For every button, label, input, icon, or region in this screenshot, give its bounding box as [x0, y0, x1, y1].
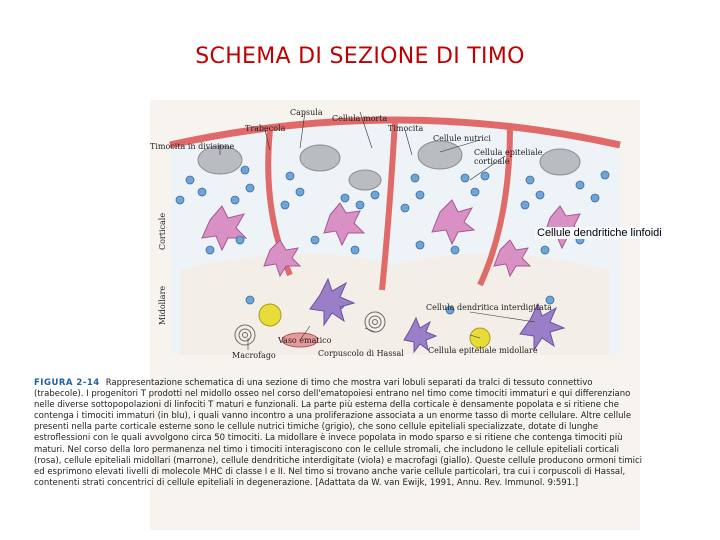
- slide-title: SCHEMA DI SEZIONE DI TIMO: [195, 44, 525, 69]
- label-cellula-dendritica: Cellula dendritica interdigitata: [426, 303, 552, 312]
- label-corticale: Corticale: [158, 212, 167, 250]
- caption-text: Rappresentazione schematica di una sezione di timo che mostra vari lobuli separati da tralci di tessuto connettivo (trabecole). I progenitori T prodotti nel midollo osseo nel corso dell'ematopoiesi entrano nel timo come timociti immaturi e qui differenziano nelle diverse sottopopolazioni di linfociti T maturi e funzionali. La parte più esterna della corticale è densamente popolata e si ritiene che contenga i timociti immaturi (in blu), i quali vanno incontro a una proliferazione associata a un enorme tasso di morte cellulare. Altre cellule presenti nella parte corticale esterne sono le cellule nutrici timiche (grigio), che sono cellule epiteliali specializzate, dotate di lunghe estroflessioni con le quali avvolgono circa 50 timociti. La midollare è invece popolata in modo sparso e si ritiene che contenga timociti più maturi. Nel corso della loro permanenza nel timo i timociti interagiscono con le cellule stromali, che includono le cellule epiteliali corticali (rosa), cellule epiteliali midollari (marrone), cellule dendritiche interdigitate (viola) e macrofagi (giallo). Queste cellule producono ormoni timici ed esprimono elevati livelli di molecole MHC di classe I e II. Nel timo si trovano anche varie cellule particolari, tra cui i corpuscoli di Hassal, contenenti strati concentrici di cellule epiteliali in degenerazione. [Adattata da W. van Ewijk, 1991, Annu. Rev. Immunol. 9:591.]: [34, 378, 643, 488]
- label-cellula-epiteliale-midollare: Cellula epiteliale midollare: [428, 346, 538, 355]
- label-macrofago: Macrofago: [232, 351, 276, 360]
- label-cellule-nutrici: Cellule nutrici: [433, 134, 491, 143]
- label-vaso-ematico: Vaso ematico: [278, 336, 332, 345]
- figure-number: FIGURA 2-14: [34, 378, 100, 388]
- label-trabecola: Trabecola: [245, 124, 286, 133]
- label-capsula: Capsula: [290, 108, 323, 117]
- label-corpuscolo: Corpuscolo di Hassal: [318, 349, 404, 358]
- label-timocita-divisione: Timocita in divisione: [150, 142, 235, 151]
- overlay-label-dendritic: Cellule dendritiche linfoidi: [537, 227, 662, 239]
- label-midollare: Midollare: [158, 285, 167, 325]
- label-cellula-morta: Cellula morta: [332, 114, 388, 123]
- label-cellula-epiteliale-corticale: Cellula epiteliale corticale: [474, 148, 543, 166]
- label-timocita: Timocita: [388, 124, 424, 133]
- figure-caption: [34, 378, 644, 489]
